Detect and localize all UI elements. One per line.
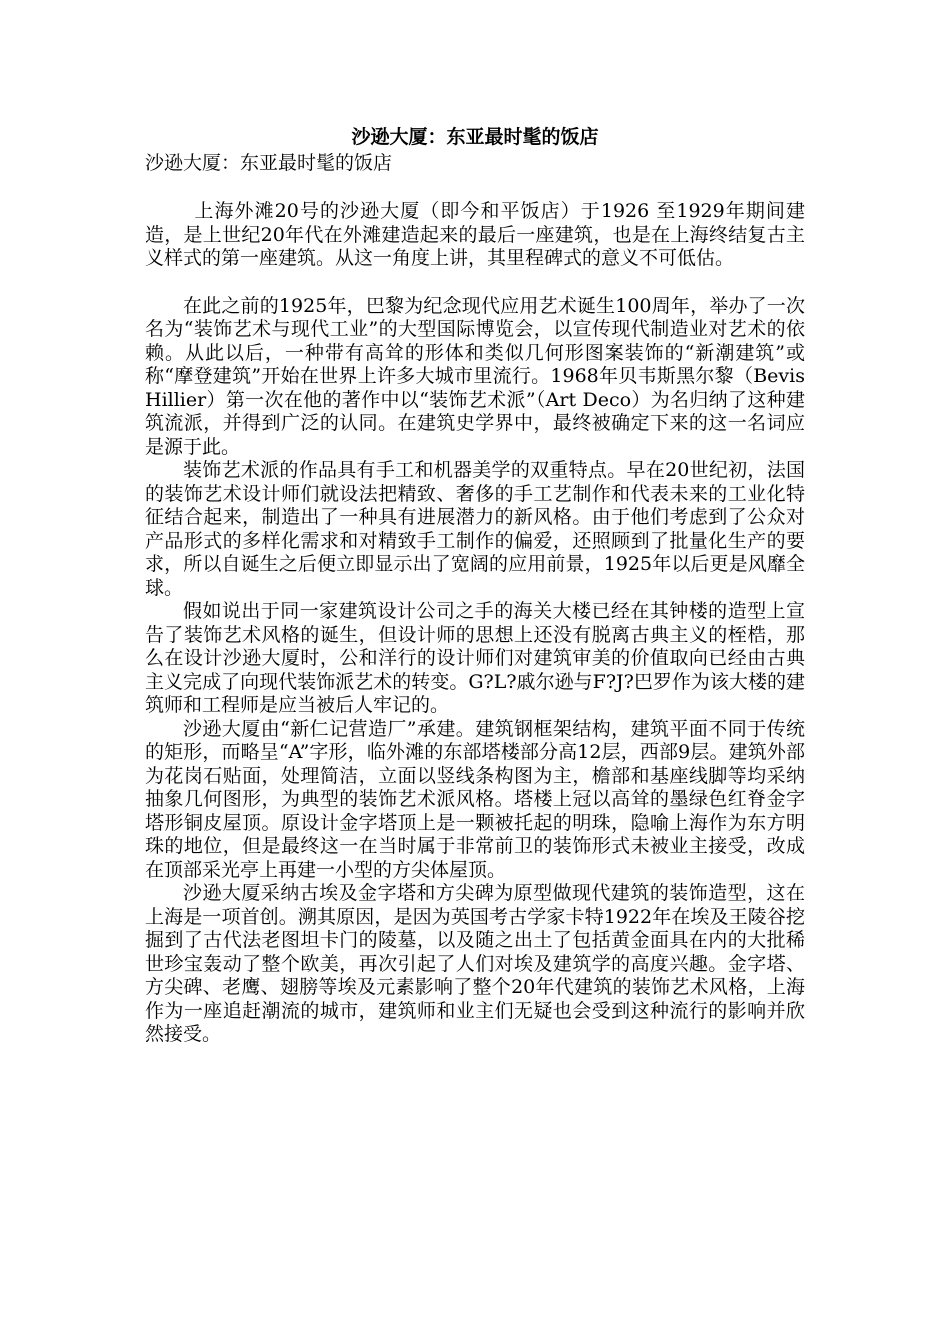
spacer: [145, 176, 805, 200]
document-title: 沙逊大厦：东亚最时髦的饭店: [351, 126, 599, 148]
document-subtitle: 沙逊大厦：东亚最时髦的饭店: [145, 152, 393, 174]
paragraph-art-deco-features: 装饰艺术派的作品具有手工和机器美学的双重特点。早在20世纪初，法国的装饰艺术设计师们就设法把精致、奢侈的手工艺制作和代表未来的工业化特征结合起来，制造出了一种具有进展潜力的新风格。由于他们考虑到了公众对产品形式的多样化需求和对精致手工制作的偏爱，还照顾到了批量化生产的要求，所以自诞生之后便立即显示出了宽阔的应用前景，1925年以后更是风靡全球。: [145, 459, 805, 599]
document-page: [145, 124, 805, 1047]
paragraph-egyptian-influence: 沙逊大厦采纳古埃及金字塔和方尖碑为原型做现代建筑的装饰造型，这在上海是一项首创。溯其原因，是因为英国考古学家卡特1922年在埃及王陵谷挖掘到了古代法老图坦卡门的陵墓，以及随之出土了包括黄金面具在内的大批稀世珍宝轰动了整个欧美，再次引起了人们对埃及建筑学的高度兴趣。金字塔、方尖碑、老鹰、翅膀等埃及元素影响了整个20年代建筑的装饰艺术风格，上海作为一座追赶潮流的城市，建筑师和业主们无疑也会受到这种流行的影响并欣然接受。: [145, 882, 805, 1045]
paragraph-construction: 沙逊大厦由“新仁记营造厂”承建。建筑钢框架结构，建筑平面不同于传统的矩形，而略呈“A”字形，临外滩的东部塔楼部分高12层，西部9层。建筑外部为花岗石贴面，处理简洁，立面以竖线条构图为主，檐部和基座线脚等均采纳抽象几何图形，为典型的装饰艺术派风格。塔楼上冠以高耸的墨绿色红脊金字塔形铜皮屋顶。原设计金字塔顶上是一颗被托起的明珠，隐喻上海作为东方明珠的地位，但是最终这一在当时属于非常前卫的装饰形式未被业主接受，改成在顶部采光亭上再建一小型的方尖体屋顶。: [145, 717, 805, 881]
paragraph-designers: 假如说出于同一家建筑设计公司之手的海关大楼已经在其钟楼的造型上宣告了装饰艺术风格的诞生，但设计师的思想上还没有脱离古典主义的桎梏，那么在设计沙逊大厦时，公和洋行的设计师们对建筑审美的价值取向已经由古典主义完成了向现代装饰派艺术的转变。G?L?戚尔逊与F?J?巴罗作为该大楼的建筑师和工程师是应当被后人牢记的。: [145, 600, 805, 716]
paragraph-art-deco-origin: 在此之前的1925年，巴黎为纪念现代应用艺术诞生100周年，举办了一次名为“装饰艺术与现代工业”的大型国际博览会，以宣传现代制造业对艺术的依赖。从此以后，一种带有高耸的形体和类似几何形图案装饰的“新潮建筑”或称“摩登建筑”开始在世界上许多大城市里流行。1968年贝韦斯黑尔黎（Bevis Hillier）第一次在他的著作中以“装饰艺术派”（Art Deco）为名归纳了这种建筑流派，并得到广泛的认同。在建筑史学界中，最终被确定下来的这一名词应是源于此。: [145, 294, 805, 458]
spacer: [145, 271, 805, 295]
paragraph-intro: 上海外滩20号的沙逊大厦（即今和平饭店）于1926 至1929年期间建造，是上世纪20年代在外滩建造起来的最后一座建筑，也是在上海终结复古主义样式的第一座建筑。从这一角度上讲，其里程碑式的意义不可低估。: [145, 200, 805, 269]
